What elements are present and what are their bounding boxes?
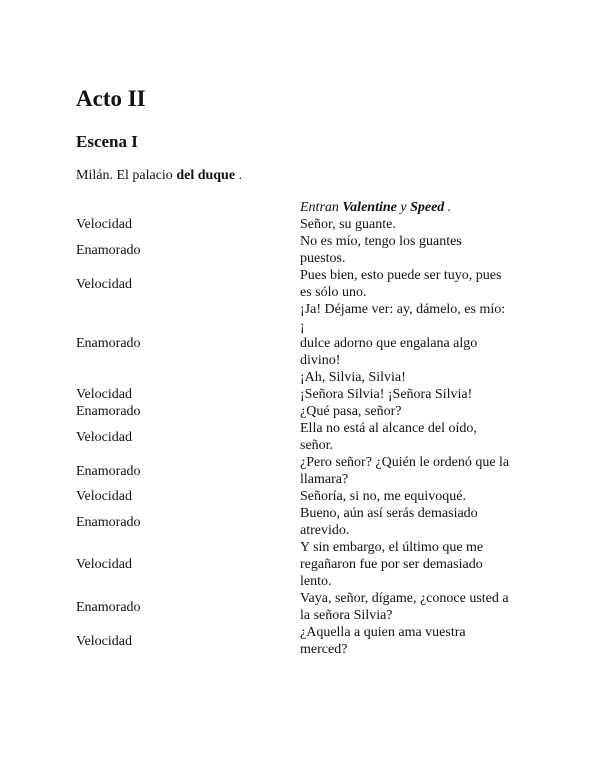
stage-direction: Entran Valentine y Speed .	[300, 200, 452, 215]
dialogue-line: ¡Ah, Silvia, Silvia!	[300, 370, 406, 385]
dialogue-text	[300, 233, 540, 267]
speaker-name: Velocidad	[76, 489, 132, 504]
dialogue-row	[76, 216, 540, 233]
speaker-name: Enamorado	[76, 336, 141, 351]
dialogue-row	[76, 386, 540, 403]
dialogue-line: la señora Silvia?	[300, 608, 393, 623]
dialogue-row	[76, 505, 540, 539]
dialogue-line: Señor, su guante.	[300, 217, 396, 232]
dialogue-line: señor.	[300, 438, 334, 453]
dialogue-row	[76, 624, 540, 658]
dialogue-text	[300, 505, 540, 539]
dialogue-line: divino!	[300, 353, 341, 368]
dialogue-line: Vaya, señor, dígame, ¿conoce usted a	[300, 591, 509, 606]
dialogue-line: No es mío, tengo los guantes	[300, 234, 462, 249]
dialogue-row	[76, 590, 540, 624]
dialogue-line: dulce adorno que engalana algo	[300, 336, 478, 351]
scene-title: Escena I	[76, 132, 138, 151]
dialogue-line: ¡Ja! Déjame ver: ay, dámelo, es mío:	[300, 302, 506, 317]
dialogue-row	[76, 301, 540, 386]
dialogue-row	[76, 454, 540, 488]
dialogue-text	[300, 539, 540, 590]
dialogue-text	[300, 216, 540, 233]
act-title: Acto II	[76, 86, 146, 111]
dialogue-text	[300, 420, 540, 454]
dialogue-line: Pues bien, esto puede ser tuyo, pues	[300, 268, 502, 283]
dialogue-line: llamara?	[300, 472, 349, 487]
speaker-name: Enamorado	[76, 599, 141, 615]
dialogue-line: ¡Señora Silvia! ¡Señora Silvia!	[300, 387, 473, 402]
speaker-name: Enamorado	[76, 242, 141, 258]
dialogue-line: atrevido.	[300, 523, 350, 538]
setting-prefix: Milán. El palacio	[76, 168, 177, 183]
dialogue-row	[76, 488, 540, 505]
speaker-name: Velocidad	[76, 429, 132, 445]
speaker-name: Enamorado	[76, 463, 141, 479]
speaker-name: Velocidad	[76, 387, 132, 402]
dialogue-text	[300, 488, 540, 505]
dialogue-line: ¿Qué pasa, señor?	[300, 404, 402, 419]
dialogue-text	[300, 301, 540, 386]
dialogue-table	[76, 199, 540, 658]
dialogue-line: Señoría, si no, me equivoqué.	[300, 489, 467, 504]
scene-setting	[76, 168, 242, 184]
stage-direction-row	[76, 199, 540, 216]
character-name-valentine: Valentine	[342, 200, 397, 215]
dialogue-text	[300, 624, 540, 658]
dialogue-text	[300, 267, 540, 301]
dialogue-row	[76, 539, 540, 590]
speaker-name: Enamorado	[76, 404, 141, 419]
dialogue-text	[300, 386, 540, 403]
speaker-name: Velocidad	[76, 276, 132, 292]
dialogue-line: regañaron fue por ser demasiado	[300, 557, 483, 572]
dialogue-line: ¡	[300, 319, 305, 334]
dialogue-row	[76, 233, 540, 267]
dialogue-row	[76, 267, 540, 301]
speaker-name: Velocidad	[76, 557, 132, 572]
character-name-speed: Speed	[410, 200, 445, 215]
dialogue-row	[76, 420, 540, 454]
speaker-name: Velocidad	[76, 633, 132, 649]
speaker-name: Enamorado	[76, 514, 141, 530]
dialogue-line: ¿Pero señor? ¿Quién le ordenó que la	[300, 455, 510, 470]
setting-suffix: .	[235, 168, 243, 183]
dialogue-line: Y sin embargo, el último que me	[300, 540, 484, 555]
dialogue-line: Bueno, aún así serás demasiado	[300, 506, 478, 521]
dialogue-row	[76, 403, 540, 420]
speaker-name: Velocidad	[76, 217, 132, 232]
dialogue-line: puestos.	[300, 251, 346, 266]
dialogue-line: ¿Aquella a quien ama vuestra	[300, 625, 466, 640]
setting-bold: del duque	[176, 168, 236, 183]
dialogue-line: Ella no está al alcance del oído,	[300, 421, 477, 436]
dialogue-text	[300, 590, 540, 624]
dialogue-text	[300, 403, 540, 420]
dialogue-line: merced?	[300, 642, 348, 657]
dialogue-text	[300, 454, 540, 488]
dialogue-line: lento.	[300, 574, 332, 589]
dialogue-line: es sólo uno.	[300, 285, 367, 300]
